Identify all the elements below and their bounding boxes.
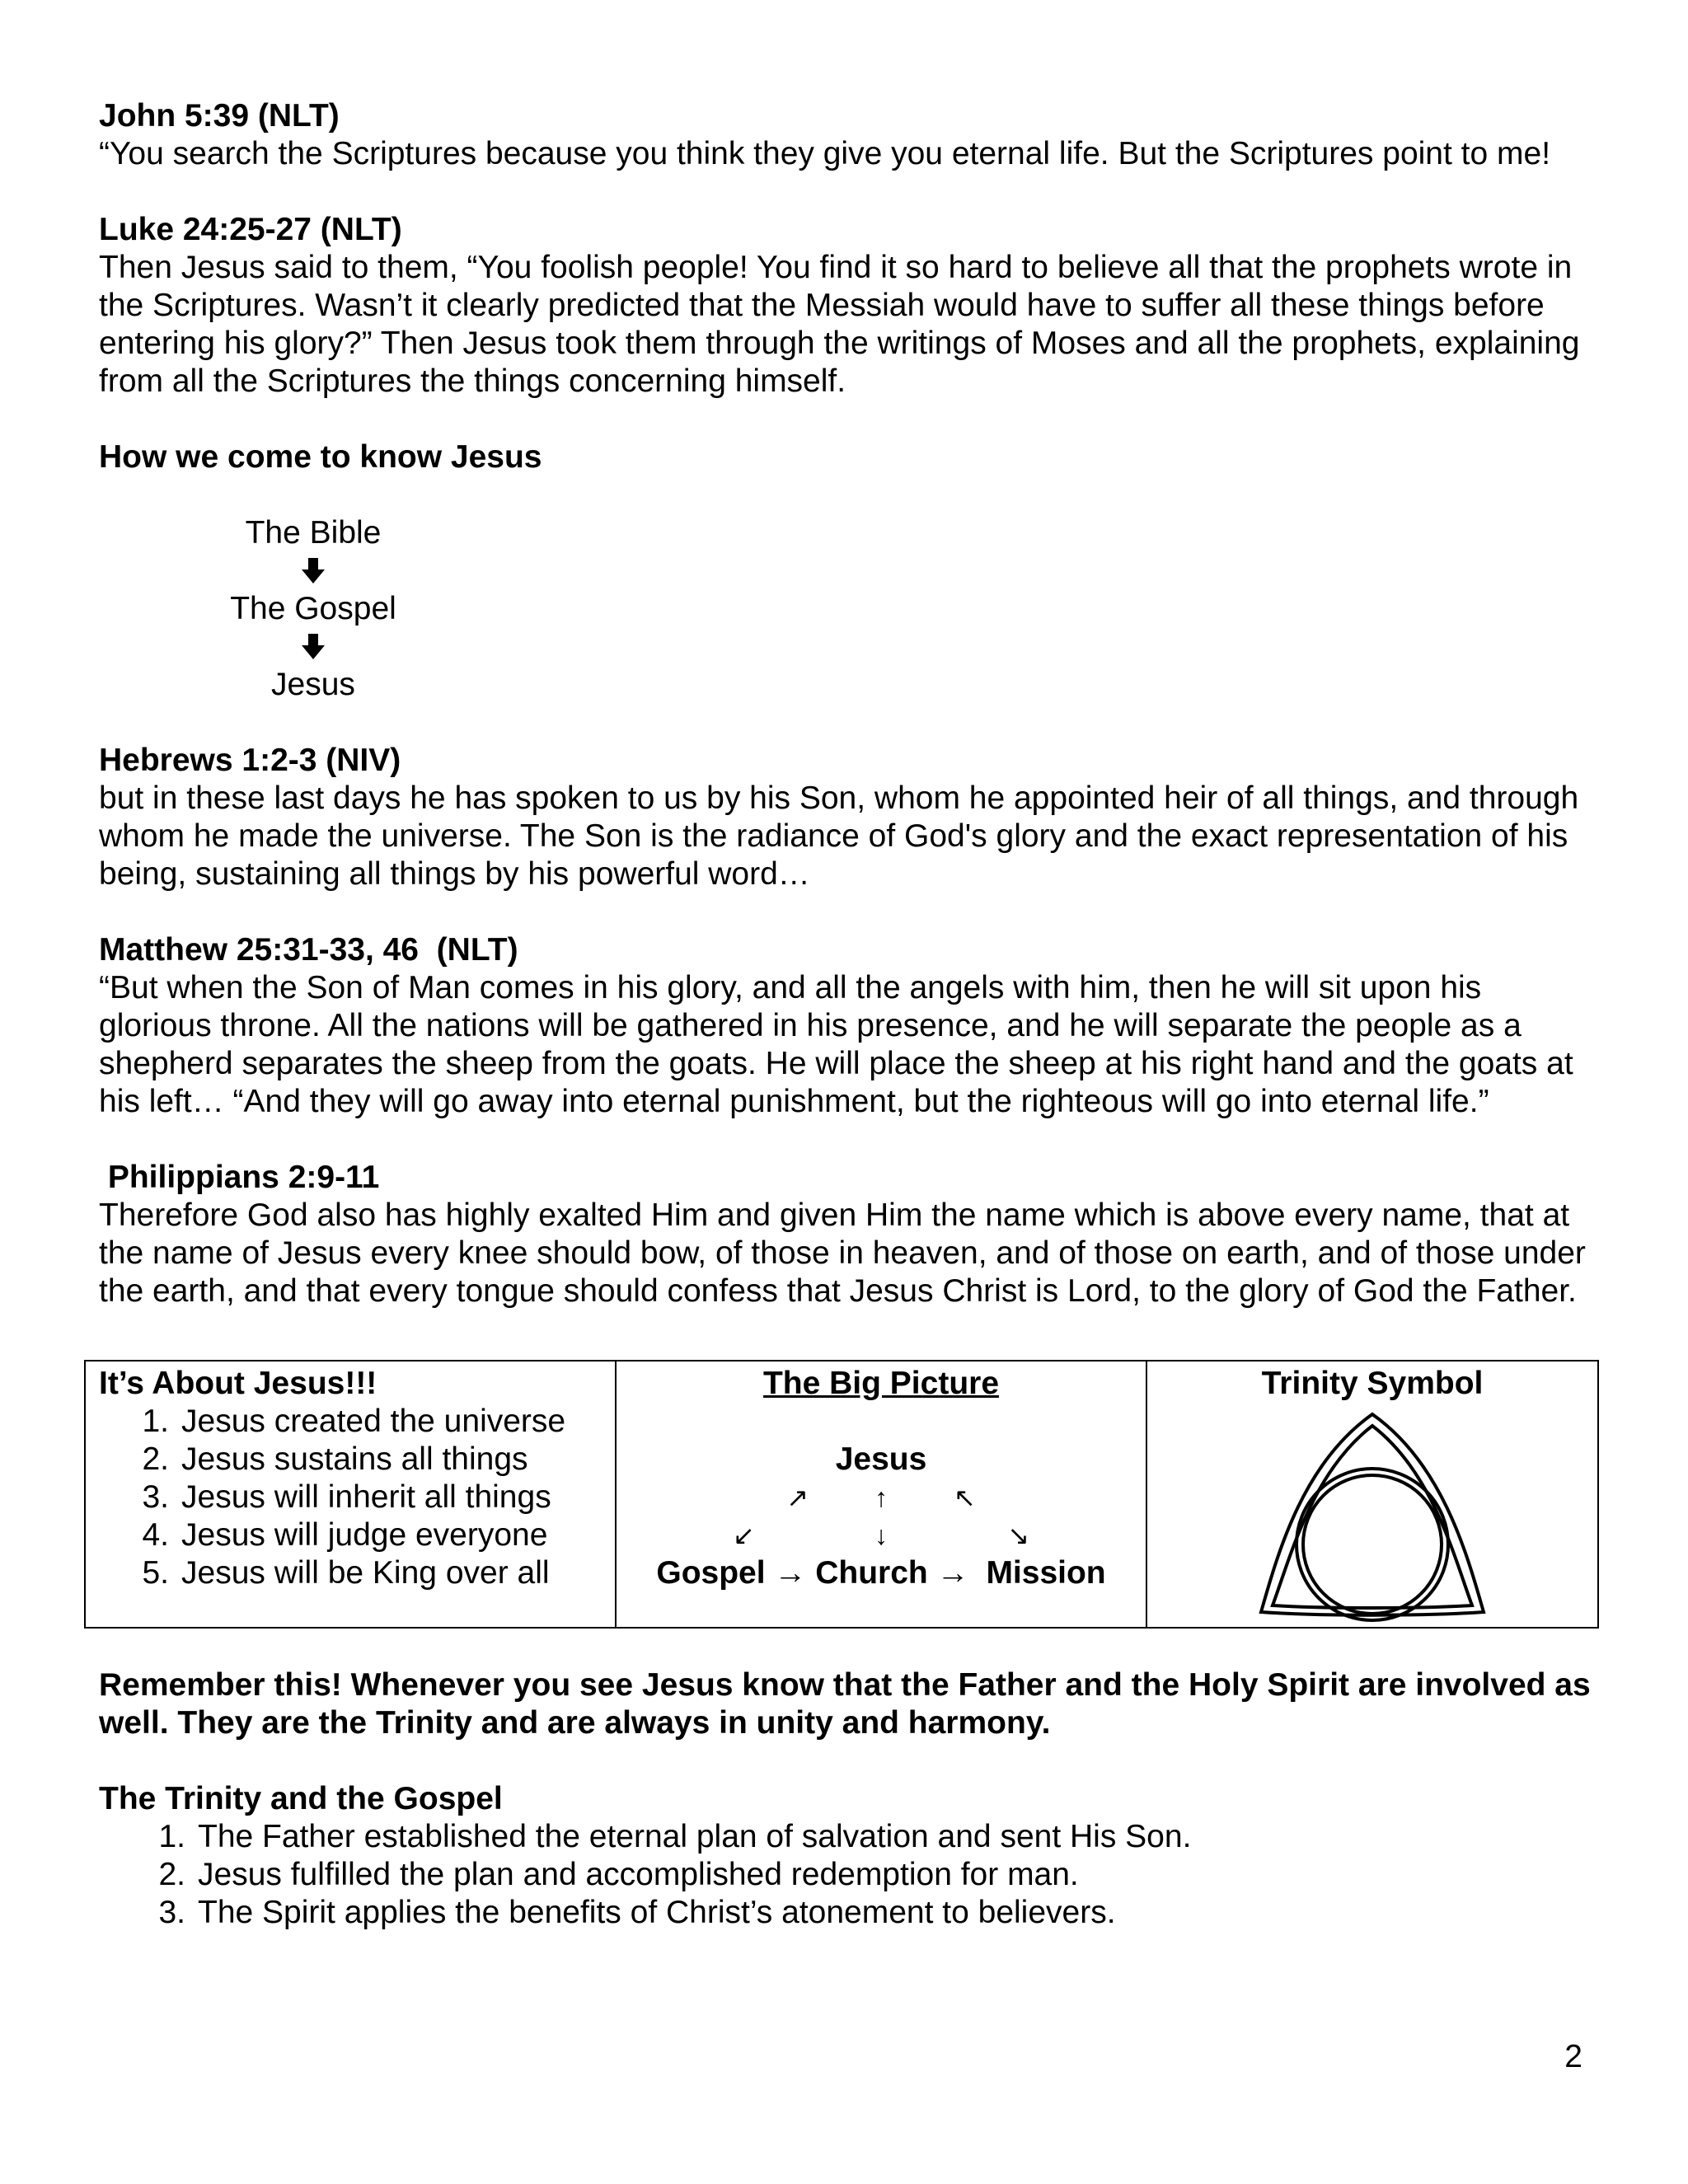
arrow-down-icon: ↓	[874, 1521, 888, 1550]
remember-note: Remember this! Whenever you see Jesus know that the Father and the Holy Spirit are involved as well. They are the Trinity and are always in unity and harmony.	[99, 1667, 1591, 1741]
right-arrow-icon: →	[774, 1555, 807, 1591]
how-we-know-section	[99, 438, 1599, 704]
philippians-section	[99, 1159, 1599, 1310]
page-number: 2	[1564, 2039, 1582, 2074]
arrow-down-right-icon: ↘	[1007, 1521, 1029, 1550]
luke-text: Then Jesus said to them, “You foolish people! You find it so hard to believe all that the prophets wrote in the Scriptures. Wasn’t it clearly predicted that the Messiah would have to suffer all these things before entering his glory?” Then Jesus took them through the writings of Moses and all the prophets, explaining from all the Scriptures the things concerning himself.	[99, 250, 1580, 399]
trinity-symbol-cell	[1146, 1361, 1598, 1628]
big-picture-cell	[616, 1361, 1146, 1628]
down-arrows-row	[733, 1516, 1029, 1554]
arrow-up-right-icon: ↗	[786, 1483, 809, 1512]
right-arrow-icon: →	[936, 1555, 969, 1591]
gospel-label: Gospel	[656, 1555, 766, 1591]
philippians-text: Therefore God also has highly exalted Him and given Him the name which is above every name, that at the name of Jesus every knee should bow, of those in heaven, and of those on earth, and of those under the earth, and that every tongue should confess that Jesus Christ is Lord, to the glory of God the Father.	[99, 1197, 1586, 1309]
john-text: “You search the Scriptures because you think they give you eternal life. But the Scriptures point to me!	[99, 136, 1551, 171]
about-jesus-title: It’s About Jesus!!!	[99, 1366, 377, 1401]
matthew-section	[99, 931, 1599, 1121]
hebrews-reference: Hebrews 1:2-3 (NIV)	[99, 743, 401, 778]
hebrews-section	[99, 742, 1599, 893]
down-arrow-icon	[223, 628, 404, 666]
down-arrow-icon	[223, 552, 404, 590]
trinity-symbol-title: Trinity Symbol	[1261, 1366, 1484, 1401]
how-we-know-title: How we come to know Jesus	[99, 439, 542, 475]
philippians-reference: Philippians 2:9-11	[99, 1160, 380, 1195]
up-arrows-row	[630, 1479, 1132, 1516]
trinity-gospel-section	[99, 1780, 1599, 1932]
arrow-down-left-icon: ↙	[733, 1521, 755, 1550]
triquetra-icon	[1253, 1406, 1492, 1624]
flow-step-jesus: Jesus	[271, 667, 355, 702]
trinity-gospel-title: The Trinity and the Gospel	[99, 1781, 503, 1816]
big-picture-title: The Big Picture	[762, 1366, 1000, 1401]
luke-section	[99, 211, 1599, 401]
list-item: 5. Jesus will be King over all	[142, 1555, 550, 1591]
flow-step-gospel: The Gospel	[230, 591, 396, 626]
matthew-text: “But when the Son of Man comes in his glory, and all the angels with him, then he will sit upon his glorious throne. All the nations will be gathered in his presence, and he will separate the people as a shepherd separates the sheep from the goats. He will place the sheep at his right hand and the goats at his left… “And they will go away into eternal punishment, but the righteous will go into eternal life.”	[99, 970, 1573, 1119]
church-label: Church	[815, 1555, 928, 1591]
john-reference: John 5:39 (NLT)	[99, 98, 340, 134]
arrow-up-left-icon: ↖	[954, 1483, 976, 1512]
trinity-gospel-list	[99, 1818, 1599, 1932]
list-item: 2. Jesus fulfilled the plan and accomplished redemption for man.	[158, 1857, 1079, 1892]
list-item: 1. Jesus created the universe	[142, 1404, 566, 1439]
list-item: 4. Jesus will judge everyone	[142, 1517, 548, 1553]
document-page	[99, 97, 1599, 1932]
summary-table	[84, 1360, 1599, 1629]
about-jesus-list	[99, 1403, 602, 1592]
knowledge-flow	[223, 514, 404, 704]
hebrews-text: but in these last days he has spoken to us by his Son, whom he appointed heir of all things, and through whom he made the universe. The Son is the radiance of God's glory and the exact representation of his being, sustaining all things by his powerful word…	[99, 780, 1579, 892]
gospel-church-mission-row	[630, 1554, 1132, 1592]
list-item: 3. Jesus will inherit all things	[142, 1479, 551, 1515]
list-item: 3. The Spirit applies the benefits of Christ’s atonement to believers.	[158, 1895, 1116, 1930]
mission-label: Mission	[986, 1555, 1106, 1591]
list-item: 1. The Father established the eternal plan of salvation and sent His Son.	[158, 1819, 1192, 1854]
about-jesus-cell	[85, 1361, 616, 1628]
flow-step-bible: The Bible	[245, 515, 382, 551]
john-section	[99, 97, 1599, 173]
matthew-reference: Matthew 25:31-33, 46 (NLT)	[99, 932, 518, 968]
luke-reference: Luke 24:25-27 (NLT)	[99, 212, 402, 247]
big-picture-jesus: Jesus	[835, 1441, 927, 1477]
list-item: 2. Jesus sustains all things	[142, 1441, 528, 1477]
arrow-up-icon: ↑	[874, 1483, 888, 1512]
